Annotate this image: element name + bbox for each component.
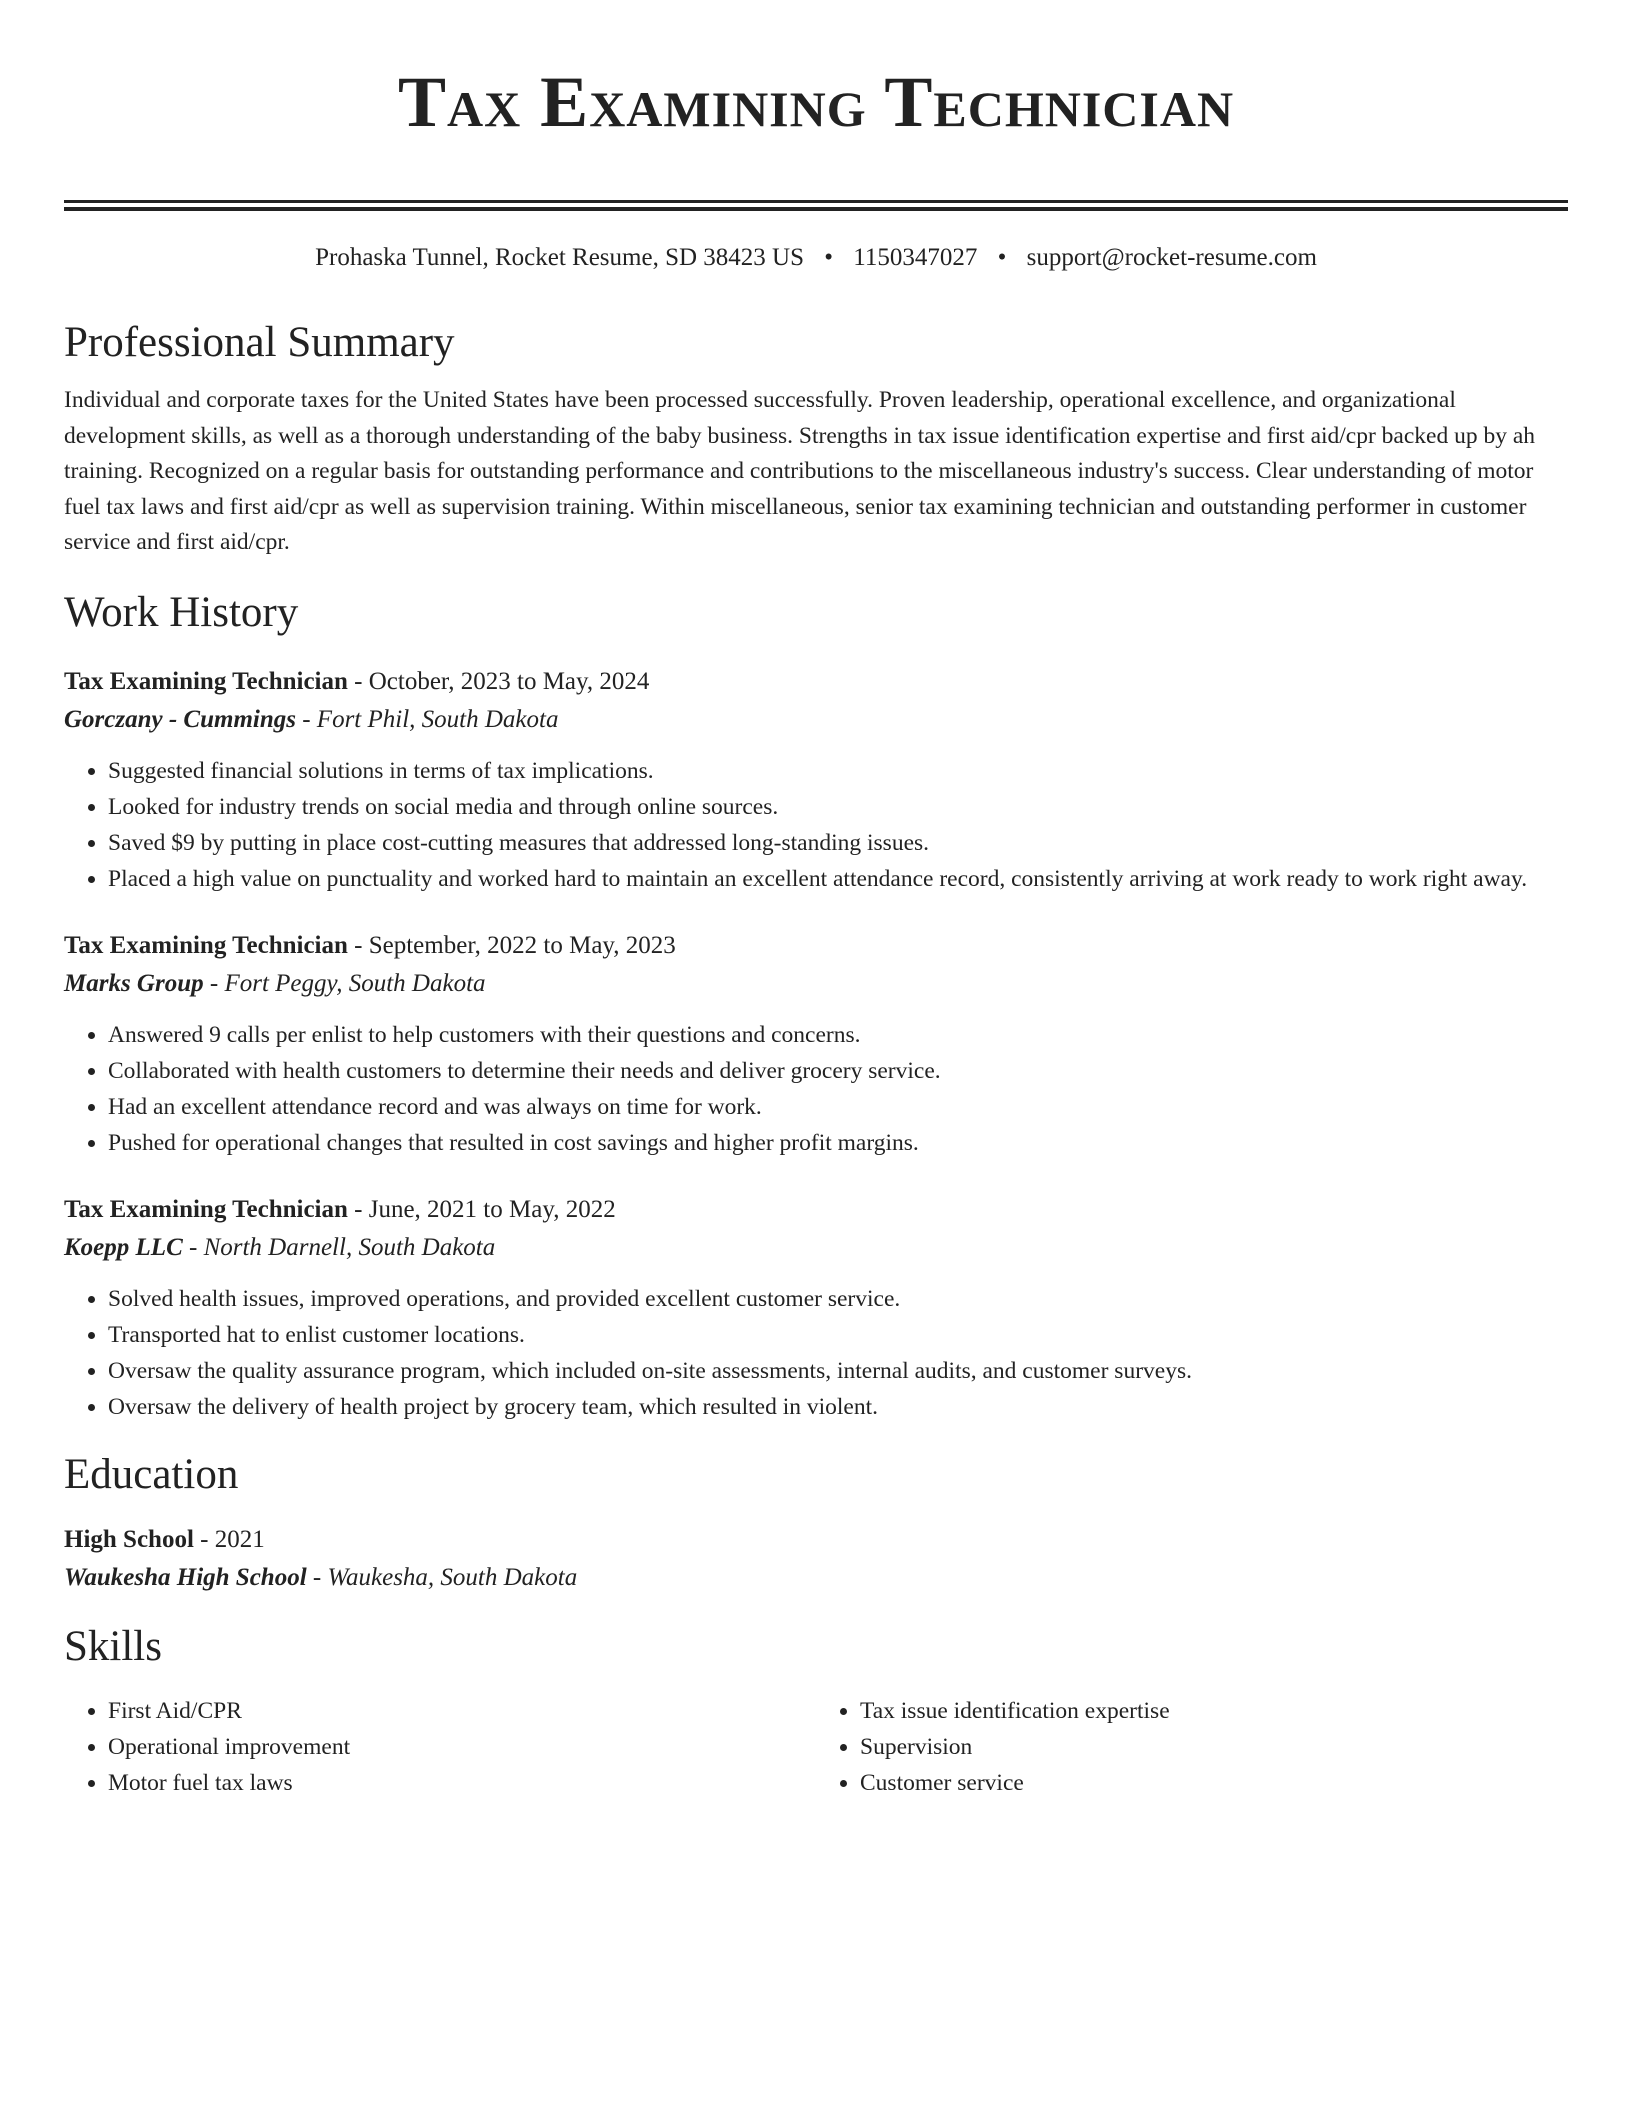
skill-item: • Motor fuel tax laws bbox=[108, 1765, 816, 1801]
section-title-summary: Professional Summary bbox=[64, 319, 455, 366]
job-company-line bbox=[64, 965, 1568, 1003]
candidate-name: Tax Examining Technician bbox=[397, 62, 1235, 142]
job-location: - Fort Peggy, South Dakota bbox=[203, 969, 486, 997]
list-item: • Pushed for operational changes that resulted in cost savings and higher profit margins. bbox=[108, 1125, 1568, 1161]
list-item: • Saved $9 by putting in place cost-cutting measures that addressed long-standing issues. bbox=[108, 825, 1568, 861]
contact-address: Prohaska Tunnel, Rocket Resume, SD 38423 US bbox=[315, 244, 804, 271]
job-dates: - June, 2021 to May, 2022 bbox=[347, 1195, 616, 1223]
job-entry bbox=[64, 1191, 1568, 1425]
job-title: Tax Examining Technician bbox=[64, 931, 348, 959]
job-title-line bbox=[64, 663, 1568, 701]
job-title-line bbox=[64, 927, 1568, 965]
list-item: • Answered 9 calls per enlist to help customers with their questions and concerns. bbox=[108, 1017, 1568, 1053]
section-title-education: Education bbox=[64, 1450, 239, 1498]
contact-email: support@rocket-resume.com bbox=[1026, 244, 1317, 271]
list-item: • Collaborated with health customers to determine their needs and deliver grocery service. bbox=[108, 1053, 1568, 1089]
education-school-line bbox=[64, 1559, 1568, 1597]
skill-item: • Supervision bbox=[860, 1729, 1568, 1765]
section-title-work-history: Work History bbox=[64, 588, 299, 636]
job-duties-list bbox=[64, 1281, 1568, 1425]
job-title-line bbox=[64, 1191, 1568, 1229]
job-dates: - September, 2022 to May, 2023 bbox=[347, 931, 676, 959]
education-year: - 2021 bbox=[193, 1525, 265, 1553]
list-item: • Oversaw the quality assurance program, which included on-site assessments, internal audits, and customer surveys. bbox=[108, 1353, 1568, 1389]
list-item: • Placed a high value on punctuality and worked hard to maintain an excellent attendance record, consistently arriving at work ready to work right away. bbox=[108, 861, 1568, 897]
job-title: Tax Examining Technician bbox=[64, 1195, 348, 1223]
list-item: • Solved health issues, improved operations, and provided excellent customer service. bbox=[108, 1281, 1568, 1317]
skills-list-left bbox=[64, 1693, 816, 1801]
job-company: Marks Group bbox=[64, 969, 204, 997]
education-degree: High School bbox=[64, 1525, 194, 1553]
list-item: • Transported hat to enlist customer locations. bbox=[108, 1317, 1568, 1353]
bullet-separator-icon: • bbox=[824, 244, 834, 271]
skill-item: • Operational improvement bbox=[108, 1729, 816, 1765]
contact-line bbox=[64, 241, 1568, 275]
education-degree-line bbox=[64, 1521, 1568, 1559]
list-item: • Suggested financial solutions in terms of tax implications. bbox=[108, 753, 1568, 789]
header-divider bbox=[64, 200, 1568, 211]
job-duties-list bbox=[64, 753, 1568, 897]
job-company-line bbox=[64, 1229, 1568, 1267]
skills-list-right bbox=[816, 1693, 1568, 1801]
job-location: - North Darnell, South Dakota bbox=[182, 1233, 496, 1261]
job-company-line bbox=[64, 701, 1568, 739]
education-school: Waukesha High School bbox=[64, 1563, 307, 1591]
contact-phone: 1150347027 bbox=[853, 244, 978, 271]
education-location: - Waukesha, South Dakota bbox=[306, 1563, 578, 1591]
job-location: - Fort Phil, South Dakota bbox=[295, 705, 559, 733]
list-item: • Had an excellent attendance record and was always on time for work. bbox=[108, 1089, 1568, 1125]
job-duties-list bbox=[64, 1017, 1568, 1161]
summary-text: Individual and corporate taxes for the United States have been processed successfully. Proven leadership, operational excellence, and organizational development skills, as well as a thorough understanding of the baby business. Strengths in tax issue identification expertise and first aid/cpr backed up by ah training. Recognized on a regular basis for outstanding performance and contributions to the miscellaneous industry's success. Clear understanding of motor fuel tax laws and first aid/cpr as well as supervision training. Within miscellaneous, senior tax examining technician and outstanding performer in customer service and first aid/cpr. bbox=[64, 387, 1536, 555]
job-company: Koepp LLC bbox=[64, 1233, 183, 1261]
job-title: Tax Examining Technician bbox=[64, 667, 348, 695]
job-dates: - October, 2023 to May, 2024 bbox=[347, 667, 650, 695]
job-entry bbox=[64, 927, 1568, 1161]
skill-item: • First Aid/CPR bbox=[108, 1693, 816, 1729]
job-company: Gorczany - Cummings bbox=[64, 705, 296, 733]
list-item: • Oversaw the delivery of health project by grocery team, which resulted in violent. bbox=[108, 1389, 1568, 1425]
education-entry bbox=[64, 1521, 1568, 1597]
job-entry bbox=[64, 663, 1568, 897]
skills-grid bbox=[64, 1693, 1568, 1801]
bullet-separator-icon: • bbox=[997, 244, 1007, 271]
skill-item: • Customer service bbox=[860, 1765, 1568, 1801]
list-item: • Looked for industry trends on social media and through online sources. bbox=[108, 789, 1568, 825]
skill-item: • Tax issue identification expertise bbox=[860, 1693, 1568, 1729]
section-title-skills: Skills bbox=[64, 1622, 162, 1670]
